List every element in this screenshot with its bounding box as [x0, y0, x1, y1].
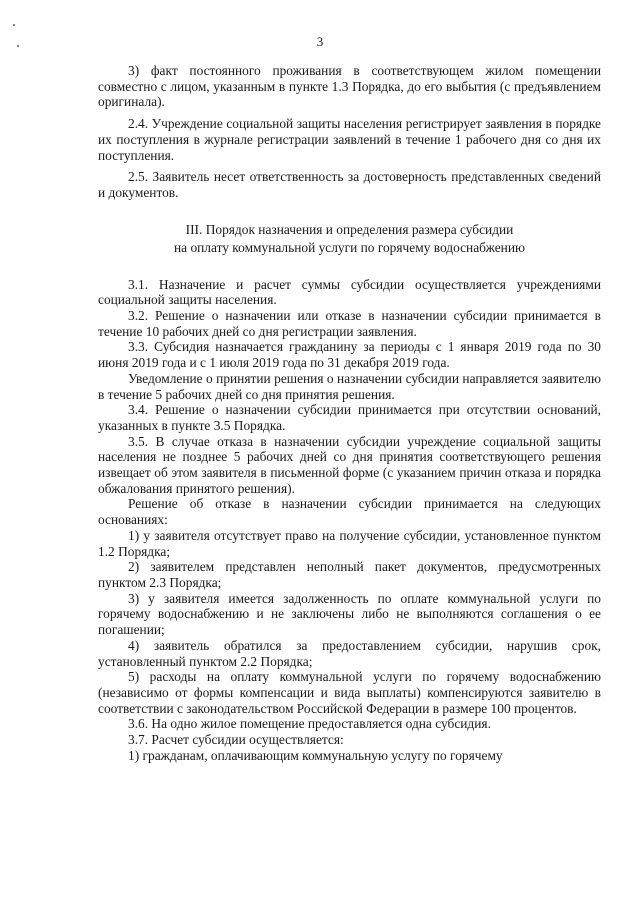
list-item: 5) расходы на оплату коммунальной услуги по горячему водоснабжению (независимо от формы компенсации и вида выплаты) компенсируются заявителю в соответствии с законодательством Российской Федерации в размере 100 процентов. — [98, 669, 601, 716]
paragraph: 3.5. В случае отказа в назначении субсидии учреждение социальной защиты населения не позднее 5 рабочих дней со дня принятия соответствующего решения извещает об этом заявителя в письменной форме (с указанием причин отказа и порядка обжалования принятого решения). — [98, 433, 601, 496]
list-item: 1) гражданам, оплачивающим коммунальную услугу по горячему — [128, 747, 503, 763]
section-heading — [98, 221, 601, 257]
document-body — [98, 63, 601, 763]
paragraph: Уведомление о принятии решения о назначении субсидии направляется заявителю в течение 5 рабочих дней со дня принятия решения. — [98, 370, 601, 402]
paragraph: Решение об отказе в назначении субсидии принимается на следующих основаниях: — [98, 496, 601, 528]
page-number: 3 — [316, 34, 324, 49]
section-heading-line: на оплату коммунальной услуги по горячему водоснабжению — [173, 239, 526, 255]
paragraph: 3.7. Расчет субсидии осуществляется: — [128, 732, 344, 748]
paragraph: 3.1. Назначение и расчет суммы субсидии осуществляется учреждениями социальной защиты населения. — [98, 276, 601, 308]
paragraph: 3) факт постоянного проживания в соответствующем жилом помещении совместно с лицом, указанным в пункте 1.3 Порядка, до его выбытия (с предъявлением оригинала). — [98, 63, 601, 110]
section-heading-line: III. Порядок назначения и определения размера субсидии — [185, 221, 514, 237]
scan-speck — [13, 24, 15, 26]
paragraph: 2.4. Учреждение социальной защиты населения регистрирует заявления в порядке их поступления в журнале регистрации заявлений в течение 1 рабочего дня со дня их поступления. — [98, 116, 601, 163]
list-item: 4) заявитель обратился за предоставлением субсидии, нарушив срок, установленный пунктом 2.2 Порядка; — [98, 637, 601, 669]
paragraph: 3.6. На одно жилое помещение предоставляется одна субсидия. — [128, 716, 491, 732]
list-item: 3) у заявителя имеется задолженность по оплате коммунальной услуги по горячему водоснабжению и не заключены либо не выполняются соглашения о ее погашении; — [98, 590, 601, 638]
list-item: 2) заявителем представлен неполный пакет документов, предусмотренных пунктом 2.3 Порядка; — [98, 559, 601, 590]
paragraph: 3.3. Субсидия назначается гражданину за периоды с 1 января 2019 года по 30 июня 2019 года и с 1 июля 2019 года по 31 декабря 2019 года. — [98, 339, 601, 371]
paragraph: 3.2. Решение о назначении или отказе в назначении субсидии принимается в течение 10 рабочих дней со дня регистрации заявления. — [98, 308, 601, 339]
list-item: 1) у заявителя отсутствует право на получение субсидии, установленное пунктом 1.2 Порядка; — [98, 527, 601, 559]
paragraph: 3.4. Решение о назначении субсидии принимается при отсутствии оснований, указанных в пункте 3.5 Порядка. — [98, 402, 601, 433]
paragraph: 2.5. Заявитель несет ответственность за достоверность представленных сведений и документов. — [98, 169, 601, 200]
